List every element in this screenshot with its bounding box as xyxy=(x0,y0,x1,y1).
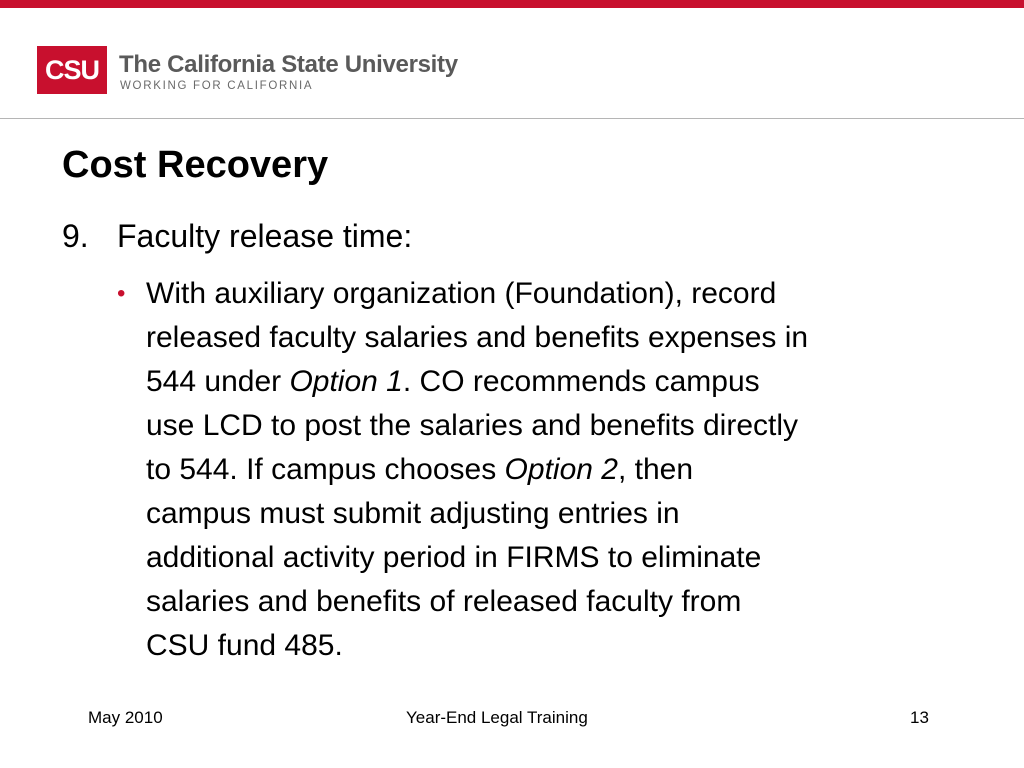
option-1-emphasis: Option 1 xyxy=(289,365,403,398)
footer-event-title: Year-End Legal Training xyxy=(406,708,588,727)
csu-logo xyxy=(37,46,457,96)
logo-university-name: The California State University xyxy=(119,51,458,78)
numbered-item xyxy=(62,214,412,258)
slide-title: Cost Recovery xyxy=(62,144,329,186)
bullet-line: CSU fund 485. xyxy=(146,629,343,662)
bullet-line: to 544. If campus chooses Option 2, then xyxy=(146,453,694,486)
csu-logo-mark: CSU xyxy=(37,46,107,94)
header-divider xyxy=(0,118,1024,119)
bullet-line: 544 under Option 1. CO recommends campus xyxy=(146,365,760,398)
item-text: Faculty release time: xyxy=(117,218,413,254)
bullet-line: With auxiliary organization (Foundation), record xyxy=(146,277,777,310)
footer-date: May 2010 xyxy=(88,708,163,727)
bullet-line: released faculty salaries and benefits expenses in xyxy=(146,321,809,354)
bullet-line: campus must submit adjusting entries in xyxy=(146,497,680,530)
bullet-dot-icon: • xyxy=(117,280,126,307)
logo-tagline: WORKING FOR CALIFORNIA xyxy=(120,80,314,92)
bullet-line: salaries and benefits of released faculty from xyxy=(146,585,742,618)
footer-page-number: 13 xyxy=(910,708,929,727)
item-number: 9. xyxy=(62,218,89,254)
top-accent-bar xyxy=(0,0,1024,8)
option-2-emphasis: Option 2 xyxy=(504,453,618,486)
bullet-line: additional activity period in FIRMS to eliminate xyxy=(146,541,762,574)
bullet-text xyxy=(146,272,808,668)
bullet-line: use LCD to post the salaries and benefits directly xyxy=(146,409,799,442)
